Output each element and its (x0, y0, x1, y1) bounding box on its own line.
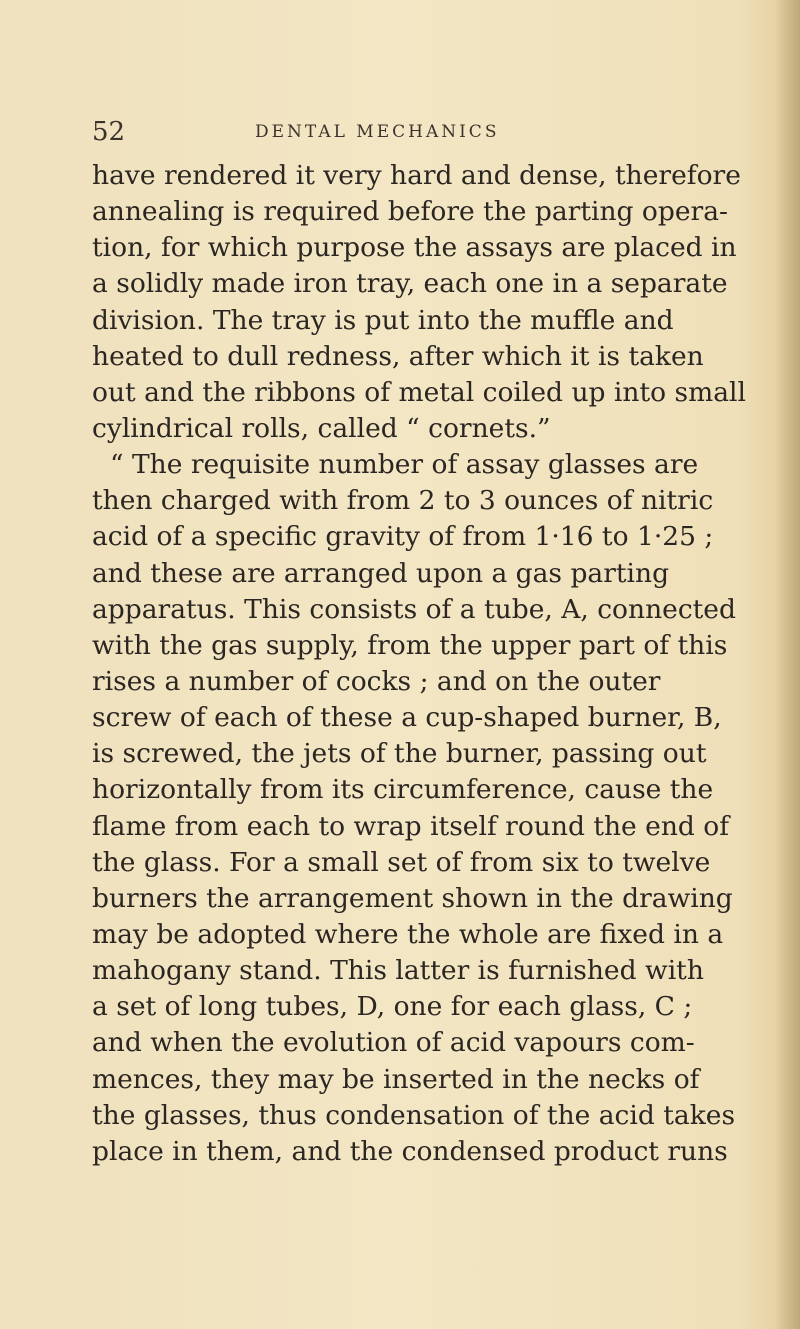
text-line: mahogany stand. This latter is furnished with (92, 955, 704, 987)
text-line: acid of a specific gravity of from 1·16 to 1·25 ; (92, 521, 714, 553)
text-line: flame from each to wrap itself round the end of (92, 810, 730, 842)
text-line: is screwed, the jets of the burner, passing out (92, 738, 707, 770)
text-line: a set of long tubes, D, one for each glass, C ; (92, 991, 693, 1023)
text-line: a solidly made iron tray, each one in a separate (92, 268, 728, 300)
text-line: place in them, and the condensed product runs (92, 1135, 728, 1167)
paragraph-start-line: “ The requisite number of assay glasses are (110, 449, 699, 481)
page-number: 52 (92, 117, 126, 147)
text-line: screw of each of these a cup-shaped burner, B, (92, 702, 722, 734)
text-line: rises a number of cocks ; and on the outer (92, 665, 661, 697)
text-line: heated to dull redness, after which it is taken (92, 340, 704, 372)
body-text (92, 158, 782, 1170)
text-line: the glasses, thus condensation of the acid takes (92, 1099, 736, 1131)
text-line: have rendered it very hard and dense, therefore (92, 160, 741, 191)
text-line: tion, for which purpose the assays are placed in (92, 232, 737, 264)
text-line: the glass. For a small set of from six to twelve (92, 846, 711, 878)
running-title: DENTAL MECHANICS (255, 122, 500, 142)
text-line: cylindrical rolls, called “ cornets.” (92, 412, 551, 444)
text-line: may be adopted where the whole are fixed in a (92, 918, 724, 950)
text-line: mences, they may be inserted in the necks of (92, 1063, 700, 1095)
text-line: with the gas supply, from the upper part of this (92, 629, 728, 661)
text-line: and these are arranged upon a gas parting (92, 557, 670, 589)
text-line: division. The tray is put into the muffle and (92, 304, 674, 336)
text-line: apparatus. This consists of a tube, A, connected (92, 593, 736, 625)
text-line: burners the arrangement shown in the drawing (92, 882, 733, 914)
text-line: and when the evolution of acid vapours com- (92, 1027, 695, 1059)
text-line: horizontally from its circumference, cause the (92, 774, 714, 806)
text-line: annealing is required before the parting opera- (92, 196, 728, 228)
text-line: out and the ribbons of metal coiled up into small (92, 376, 746, 408)
text-line: then charged with from 2 to 3 ounces of nitric (92, 485, 714, 517)
